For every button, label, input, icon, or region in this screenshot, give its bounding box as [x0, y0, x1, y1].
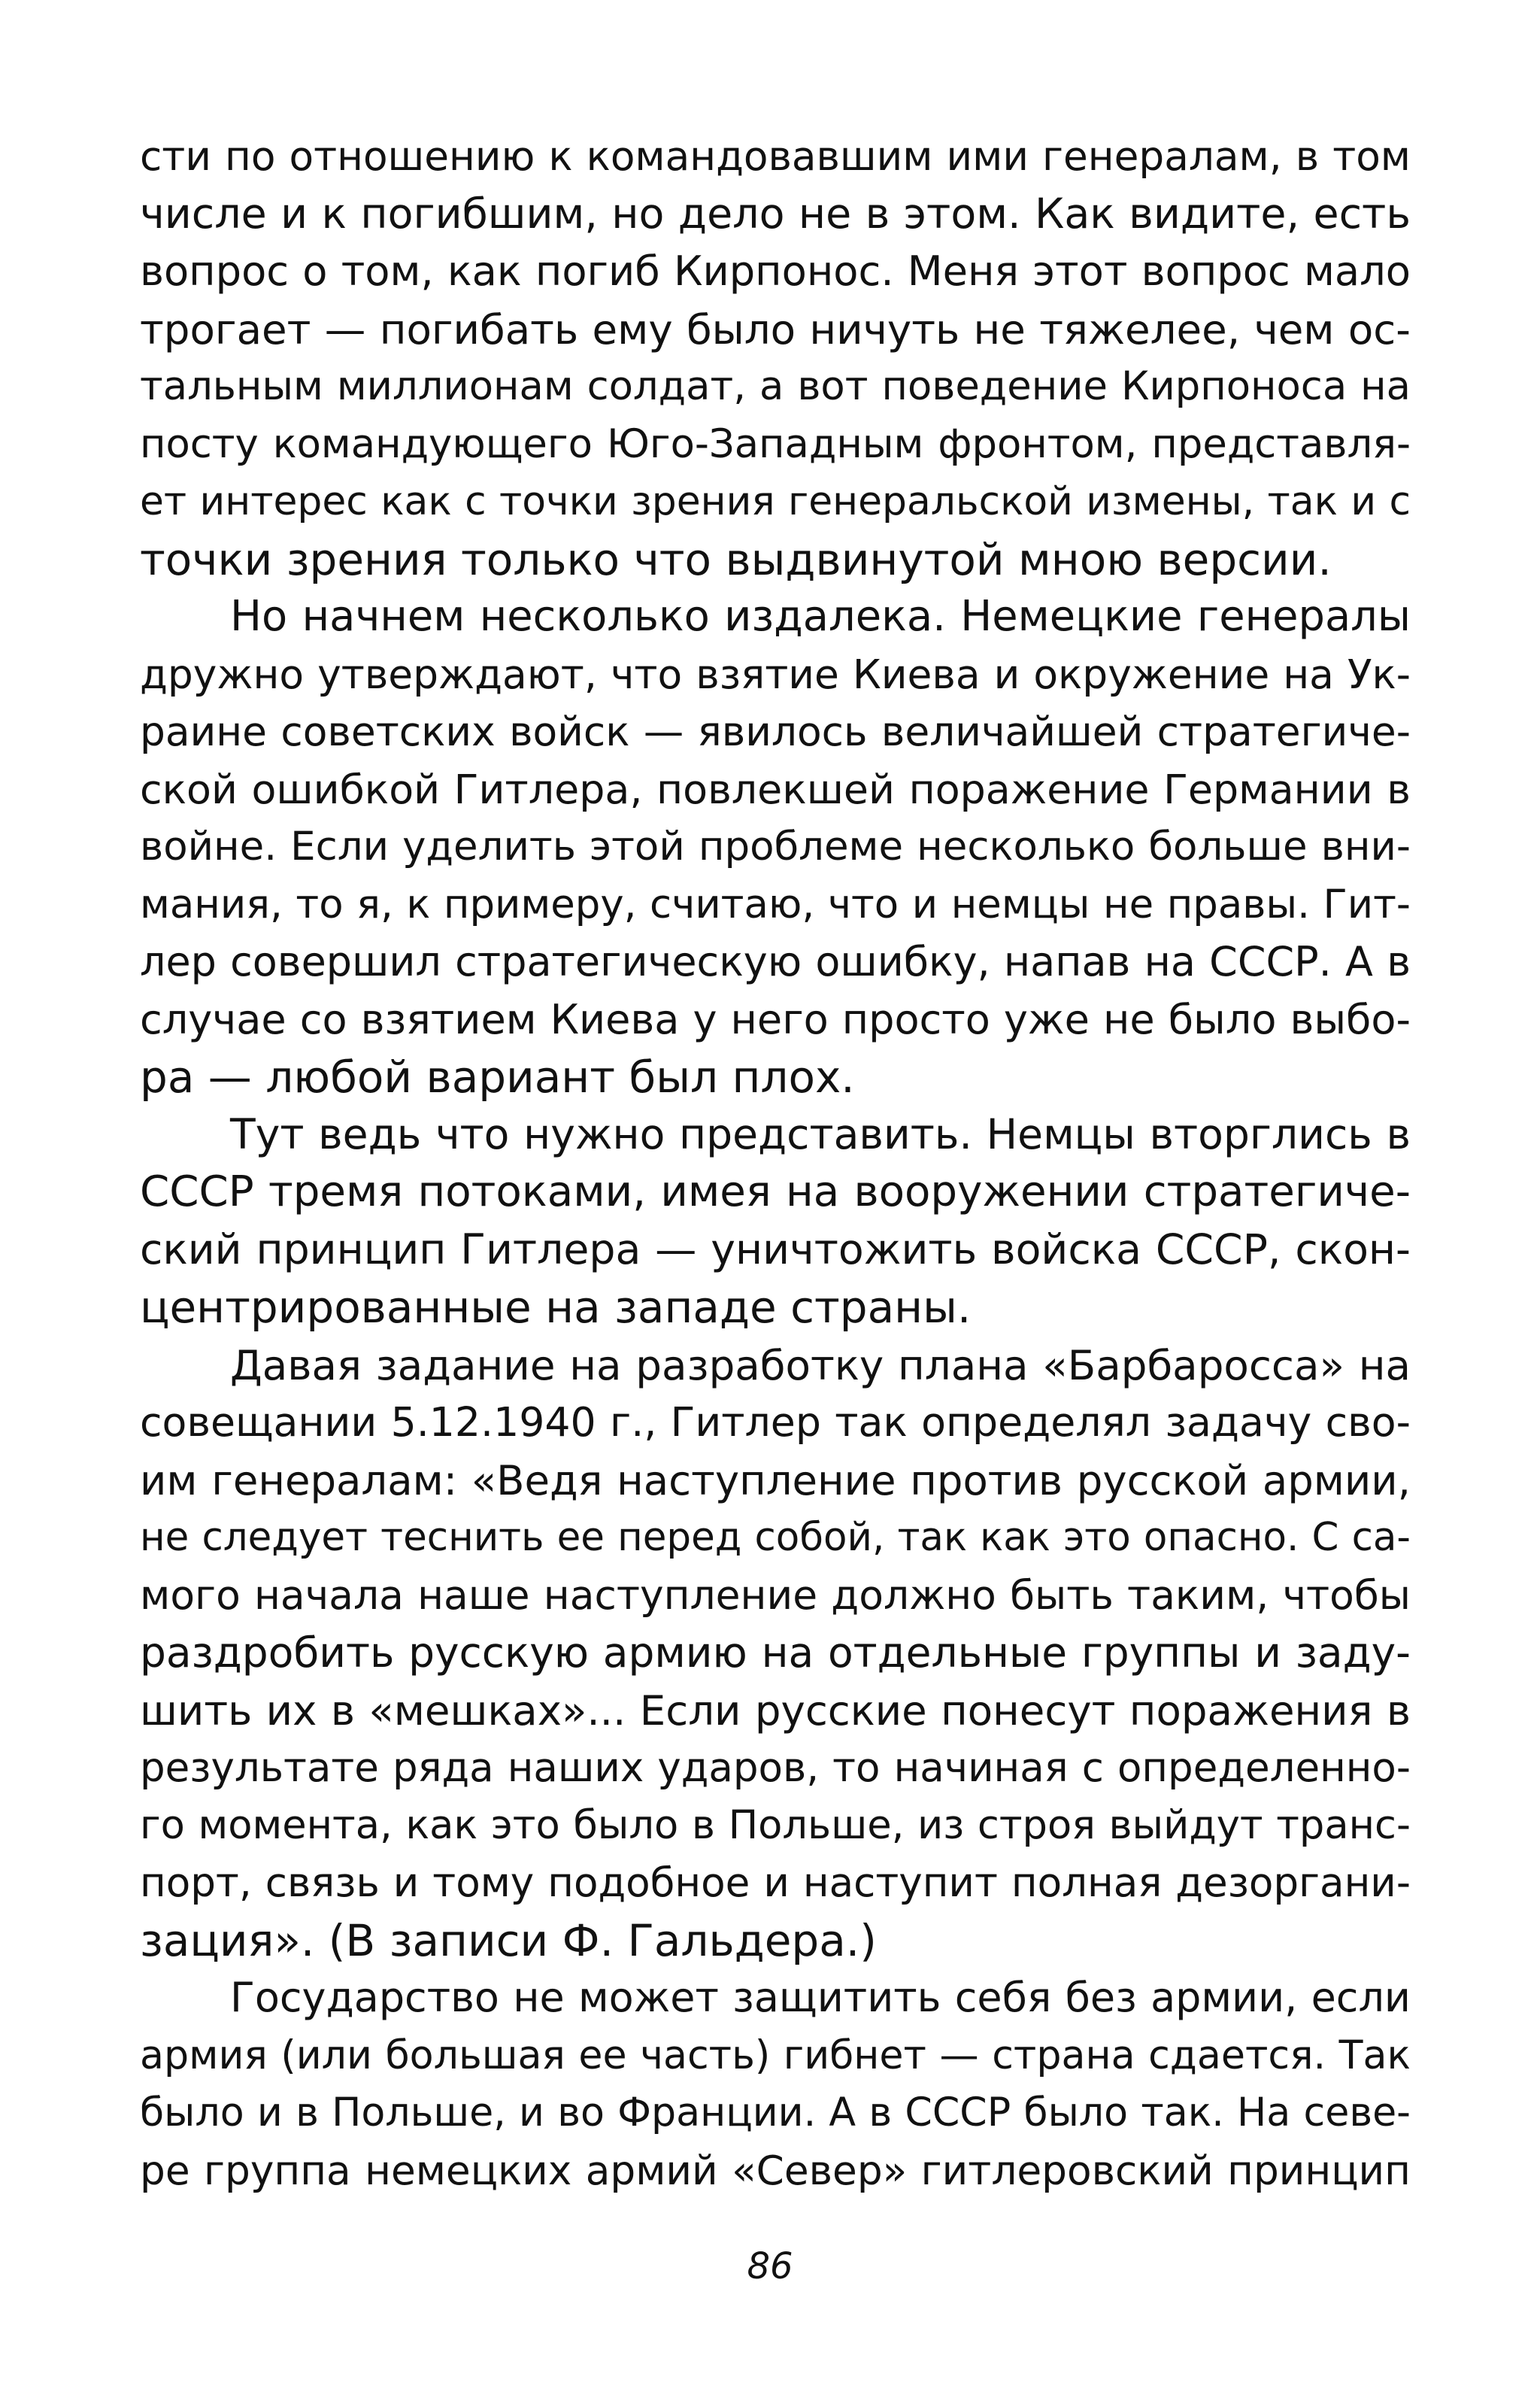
text-line: лер совершил стратегическую ошибку, напав на СССР. А в	[140, 938, 1411, 985]
body-text	[140, 128, 1411, 2199]
text-line: раздробить русскую армию на отдельные группы и заду-	[140, 1628, 1411, 1677]
text-line: вопрос о том, как погиб Кирпонос. Меня этот вопрос мало	[140, 247, 1411, 295]
text-line: дружно утверждают, что взятие Киева и окружение на Ук-	[140, 650, 1411, 698]
text-line: Государство не может защитить себя без армии, если	[230, 1974, 1411, 2021]
text-line: случае со взятием Киева у него просто уже не было выбо-	[140, 995, 1411, 1043]
text-line: ский принцип Гитлера — уничтожить войска СССР, скон-	[140, 1225, 1411, 1274]
text-line: ре группа немецких армий «Север» гитлеровский принцип	[140, 2147, 1411, 2194]
text-line: мания, то я, к примеру, считаю, что и немцы не правы. Гит-	[140, 881, 1411, 927]
text-line: войне. Если уделить этой проблеме несколько больше вни-	[140, 824, 1411, 870]
text-line: ра — любой вариант был плох.	[140, 1052, 855, 1103]
text-line: числе и к погибшим, но дело не в этом. Как видите, есть	[140, 190, 1411, 238]
text-line: было и в Польше, и во Франции. А в СССР было так. На севе-	[140, 2090, 1411, 2135]
text-line: сти по отношению к командовавшим ими генералам, в том	[140, 133, 1411, 180]
text-line: порт, связь и тому подобное и наступит полная дезоргани-	[140, 1859, 1411, 1906]
text-line: трогает — погибать ему было ничуть не тяжелее, чем ос-	[140, 305, 1411, 354]
page-number: 86	[747, 2245, 793, 2287]
text-line: мого начала наше наступление должно быть таким, чтобы	[140, 1571, 1411, 1619]
text-line: СССР тремя потоками, имея на вооружении стратегиче-	[140, 1167, 1411, 1216]
text-line: не следует теснить ее перед собой, так как это опасно. С са-	[140, 1515, 1411, 1560]
text-line: им генералам: «Ведя наступление против русской армии,	[140, 1455, 1411, 1504]
text-line: шить их в «мешках»... Если русские понесут поражения в	[140, 1686, 1411, 1735]
text-line: центрированные на западе страны.	[140, 1282, 972, 1333]
text-line: посту командующего Юго-Западным фронтом, представля-	[140, 420, 1411, 467]
text-line: Тут ведь что нужно представить. Немцы вторглись в	[230, 1110, 1411, 1159]
text-line: Но начнем несколько издалека. Немецкие генералы	[230, 592, 1411, 641]
text-line: ской ошибкой Гитлера, повлекшей поражение Германии в	[140, 765, 1411, 813]
text-line: ет интерес как с точки зрения генеральской измены, так и с	[140, 479, 1411, 524]
text-line: зация». (В записи Ф. Гальдера.)	[140, 1914, 877, 1966]
text-line: тальным миллионам солдат, а вот поведение Кирпоноса на	[140, 363, 1411, 409]
text-line: точки зрения только что выдвинутой мною версии.	[140, 533, 1332, 585]
text-line: Давая задание на разработку плана «Барбаросса» на	[230, 1340, 1411, 1389]
text-line: го момента, как это было в Польше, из строя выйдут транс-	[140, 1801, 1411, 1848]
text-line: армия (или большая ее часть) гибнет — страна сдается. Так	[140, 2032, 1411, 2078]
text-line: совещании 5.12.1940 г., Гитлер так определял задачу сво-	[140, 1398, 1411, 1446]
text-line: раине советских войск — явилось величайшей стратегиче-	[140, 708, 1411, 755]
text-line: результате ряда наших ударов, то начиная с определенно-	[140, 1744, 1411, 1791]
